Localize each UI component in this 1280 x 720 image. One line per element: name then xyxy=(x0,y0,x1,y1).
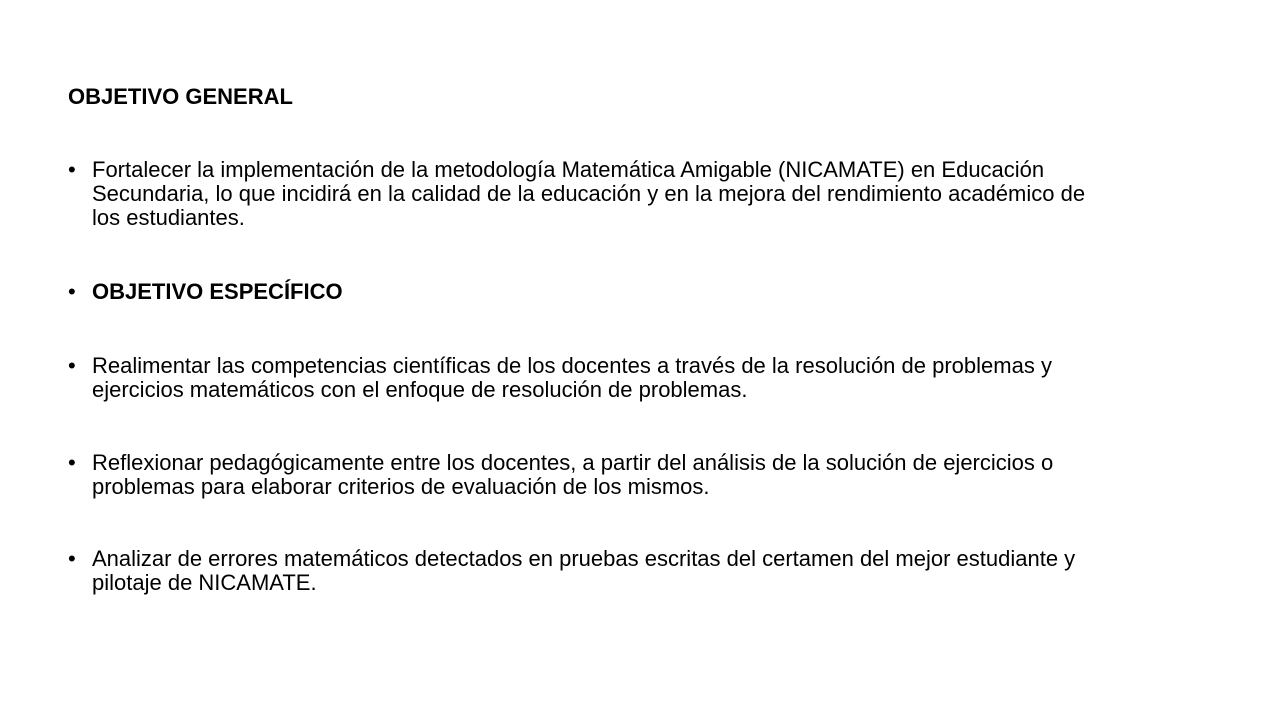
bullet-icon: • xyxy=(68,157,76,182)
bullet-icon: • xyxy=(68,279,76,304)
bullet-item-general-objective xyxy=(68,158,1108,230)
bullet-text: Realimentar las competencias científicas de los docentes a través de la resolución de problemas y ejercicios matemáticos con el enfoque de resolución de problemas. xyxy=(92,353,1052,402)
bullet-text: Analizar de errores matemáticos detectados en pruebas escritas del certamen del mejor estudiante y pilotaje de NICAMATE. xyxy=(92,546,1076,595)
bullet-icon: • xyxy=(68,546,76,571)
bullet-text: Reflexionar pedagógicamente entre los docentes, a partir del análisis de la solución de ejercicios o problemas para elaborar criterios de evaluación de los mismos. xyxy=(92,450,1054,499)
bullet-item-specific-2 xyxy=(68,451,1108,499)
heading-objetivo-general: OBJETIVO GENERAL xyxy=(68,84,293,109)
bullet-text: Fortalecer la implementación de la metodología Matemática Amigable (NICAMATE) en Educación Secundaria, lo que incidirá en la calidad de la educación y en la mejora del rendimiento académico de los estudiantes. xyxy=(92,157,1086,230)
bullet-item-specific-heading xyxy=(68,280,1108,304)
bullet-item-specific-3 xyxy=(68,547,1108,595)
bullet-icon: • xyxy=(68,450,76,475)
bullet-icon: • xyxy=(68,353,76,378)
subheading-objetivo-especifico: OBJETIVO ESPECÍFICO xyxy=(92,279,343,304)
bullet-item-specific-1 xyxy=(68,354,1108,402)
